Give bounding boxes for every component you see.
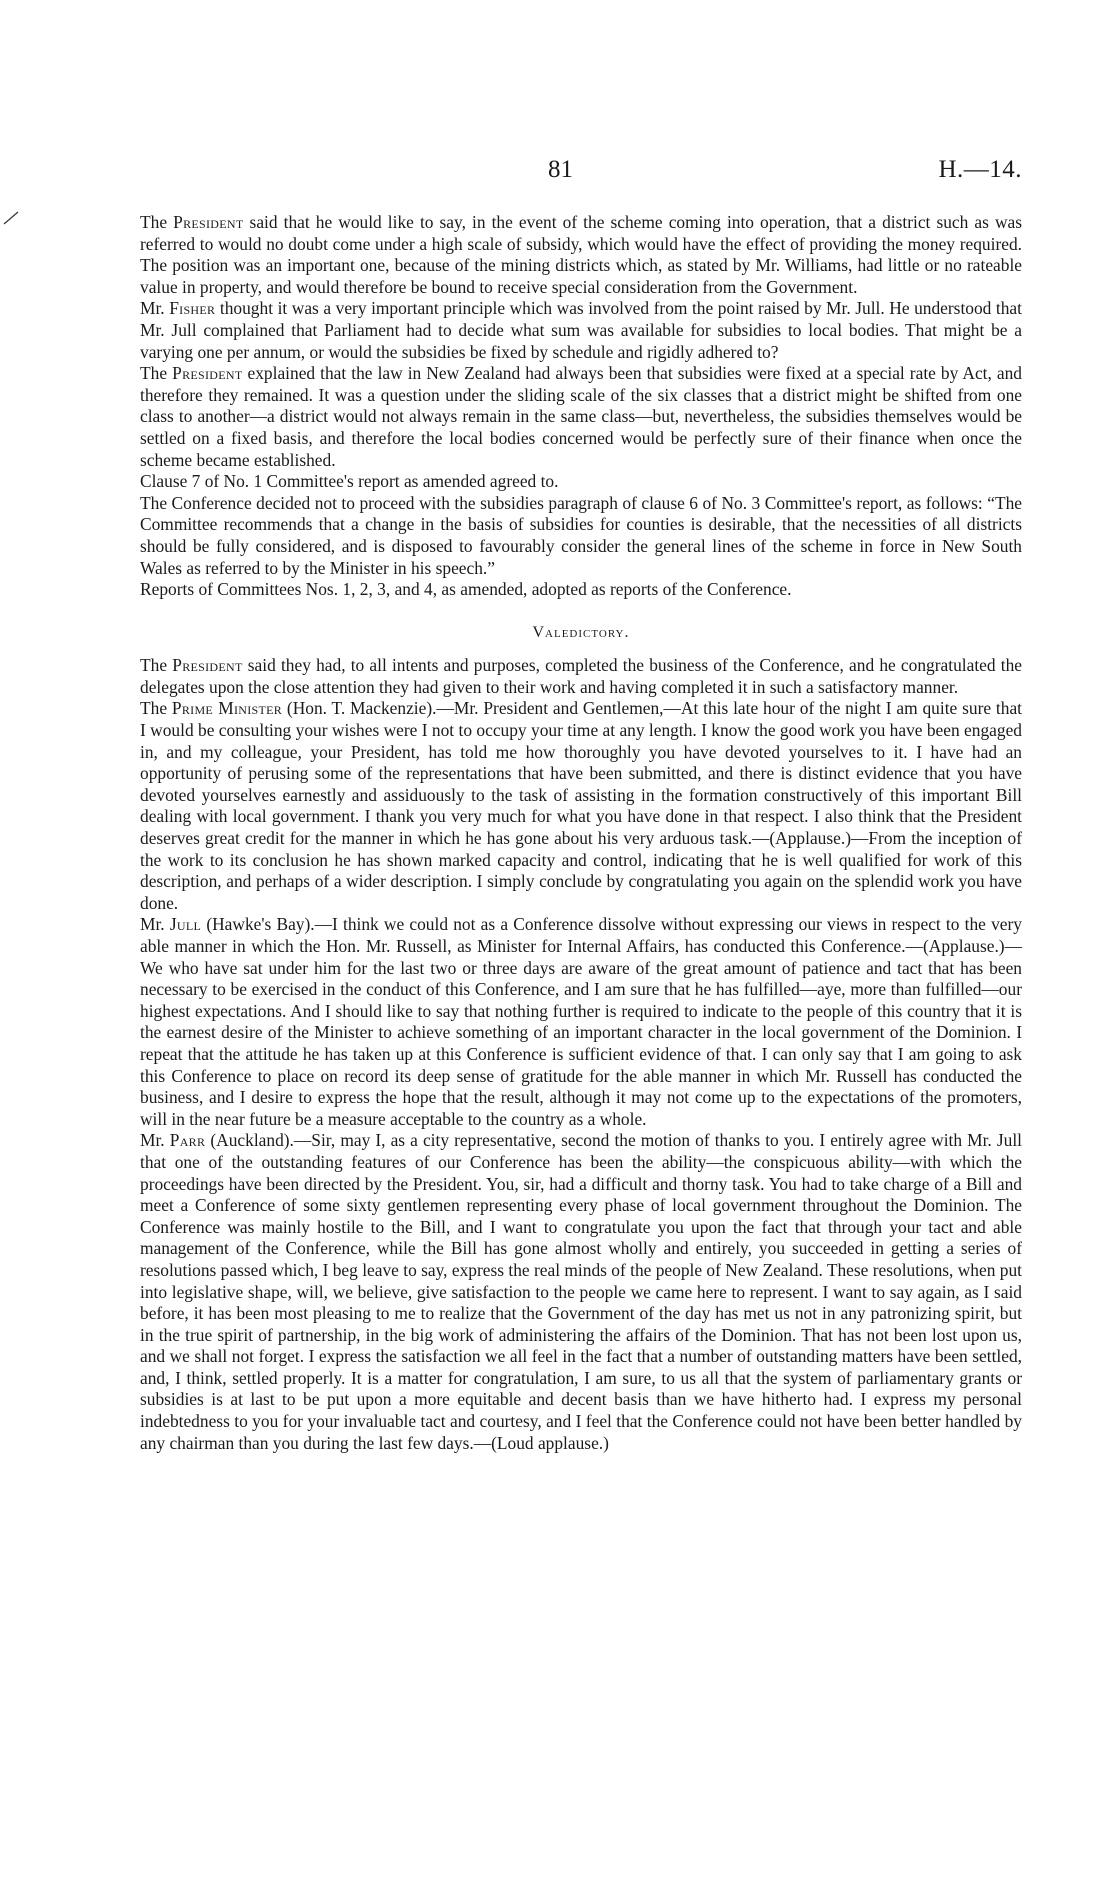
body-text: [140, 212, 1022, 1454]
paragraph-prime-minister: The Prime Minister (Hon. T. Mackenzie).—Mr. President and Gentlemen,—At this late hour of the night I am quite sure that I would be consulting your wishes were I not to occupy your time at any length. I know the good work you have been engaged in, and my colleague, your President, has told me how thoroughly you have devoted yourselves to it. I have had an opportunity of perusing some of the representations that have been submitted, and there is distinct evidence that you have devoted yourselves earnestly and assiduously to the task of assisting in the formation constructively of this important Bill dealing with local government. I thank you very much for what you have done in that respect. I also think that the President deserves great credit for the manner in which he has gone about his very arduous task.—(Applause.)—From the inception of the work to its conclusion he has shown marked capacity and control, indicating that he is well qualified for work of this description, and perhaps of a wider description. I simply conclude by congratulating you again on the splendid work you have done.: [140, 698, 1022, 913]
document-reference: H.—14.: [938, 156, 1022, 183]
speaker-name: Prime Minister: [171, 698, 283, 719]
margin-tick-mark: [2, 210, 20, 226]
page-number: 81: [548, 156, 573, 183]
paragraph-jull: Mr. Jull (Hawke's Bay).—I think we could not as a Conference dissolve without expressing our views in respect to the very able manner in which the Hon. Mr. Russell, as Minister for Internal Affairs, has conducted this Conference.—(Applause.)—We who have sat under him for the last two or three days are aware of the great amount of patience and tact that has been necessary to be exercised in the conduct of this Conference, and I am sure that he has fulfilled—aye, more than fulfilled—our highest expectations. And I should like to say that nothing further is required to indicate to the people of this country that it is the earnest desire of the Minister to achieve something of an important character in the local government of the Dominion. I repeat that the attitude he has taken up at this Conference is sufficient evidence of that. I can only say that I am going to ask this Conference to place on record its deep sense of gratitude for the able manner in which Mr. Russell has conducted the business, and I desire to express the hope that the result, although it may not come up to the expectations of the promoters, will in the near future be a measure acceptable to the country as a whole.: [140, 914, 1022, 1129]
speaker-name: Fisher: [169, 298, 216, 319]
speaker-name: President: [173, 212, 244, 232]
paragraph-president-subsidy: The President said that he would like to say, in the event of the scheme coming into operation, that a district such as was referred to would no doubt come under a high scale of subsidy, which would have the effect of providing the money required. The position was an important one, because of the mining districts which, as stated by Mr. Williams, had little or no rateable value in property, and would therefore be bound to receive special consideration from the Government.: [140, 212, 1022, 297]
paragraph-president-law: The President explained that the law in New Zealand had always been that subsidies were fixed at a special rate by Act, and therefore they remained. It was a question under the sliding scale of the six classes that a district might be shifted from one class to another—a district would not always remain in the same class—but, nevertheless, the subsidies themselves would be settled on a fixed basis, and therefore the local bodies concerned would be perfectly sure of their finance when once the scheme became established.: [140, 363, 1022, 470]
paragraph-subsidies-clause-6: The Conference decided not to proceed with the subsidies paragraph of clause 6 of No. 3 Committee's report, as follows: “The Committee recommends that a change in the basis of subsidies for counties is desirable, that the necessities of all districts should be fully considered, and is disposed to favourably consider the general lines of the scheme in force in New South Wales as referred to by the Minister in his speech.”: [140, 492, 1022, 578]
speaker-name: Parr: [169, 1130, 206, 1151]
paragraph-reports-adopted: Reports of Committees Nos. 1, 2, 3, and 4, as amended, adopted as reports of the Conference.: [140, 579, 792, 600]
speaker-name: Jull: [169, 914, 202, 935]
paragraph-clause-7: Clause 7 of No. 1 Committee's report as amended agreed to.: [140, 471, 559, 492]
paragraph-president-completed: The President said they had, to all intents and purposes, completed the business of the Conference, and he congratulated the delegates upon the close attention they had given to their work and having completed it in such a satisfactory manner.: [140, 655, 1022, 697]
speaker-name: President: [172, 655, 243, 676]
page-header: [0, 156, 1114, 190]
section-heading-valedictory: Valedictory.: [532, 623, 630, 641]
speaker-name: President: [172, 363, 243, 384]
paragraph-fisher: Mr. Fisher thought it was a very important principle which was involved from the point raised by Mr. Jull. He understood that Mr. Jull complained that Parliament had to decide what sum was available for subsidies to local bodies. That might be a varying one per annum, or would the subsidies be fixed by schedule and rigidly adhered to?: [140, 298, 1022, 362]
paragraph-parr: Mr. Parr (Auckland).—Sir, may I, as a city representative, second the motion of thanks to you. I entirely agree with Mr. Jull that one of the outstanding features of our Conference has been the ability—the conspicuous ability—with which the proceedings have been directed by the President. You, sir, had a difficult and thorny task. You had to take charge of a Bill and meet a Conference of some sixty gentlemen representing every phase of local government throughout the Dominion. The Conference was mainly hostile to the Bill, and I want to congratulate you upon the fact that through your tact and able management of the Conference, while the Bill has gone almost wholly and entirely, you succeeded in getting a series of resolutions passed which, I beg leave to say, express the real minds of the people of New Zealand. These resolutions, when put into legislative shape, will, we believe, give satisfaction to the people we came here to represent. I want to say again, as I said before, it has been most pleasing to me to realize that the Government of the day has met us not in any patronizing spirit, but in the true spirit of partnership, in the big work of administering the affairs of the Dominion. That has not been lost upon us, and we shall not forget. I express the satisfaction we all feel in the fact that a number of outstanding matters have been settled, and, I think, settled properly. It is a matter for congratulation, I am sure, to us all that the system of parliamentary grants or subsidies is at last to be put upon a more equitable and decent basis than we have hitherto had. I express my personal indebtedness to you for your invaluable tact and courtesy, and I feel that the Conference could not have been better handled by any chairman than you during the last few days.—(Loud applause.): [140, 1130, 1022, 1453]
